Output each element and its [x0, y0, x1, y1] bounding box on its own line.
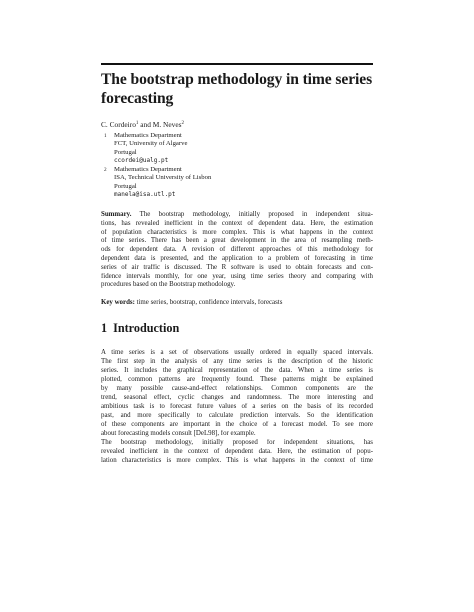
summary-line: of population characteristics is more complex. This is what happens in the context: [101, 228, 373, 236]
summary-line: dependent data is presented, and the application to a problem of forecasting in time: [101, 254, 373, 262]
section-heading: [101, 321, 179, 335]
affiliation-2-institution: ISA, Technical University of Lisbon: [114, 174, 212, 182]
keywords-label: Key words:: [101, 299, 135, 306]
summary-line: series of air traffic is discussed. The R software is used to obtain forecasts and con-: [101, 263, 373, 271]
summary-line: ods for dependent data. A revision of different approaches of this methodology for: [101, 246, 373, 254]
paper-title: [101, 70, 373, 108]
title-line-2: forecasting: [101, 90, 174, 107]
affiliation-2-email[interactable]: manela@isa.utl.pt: [114, 191, 176, 199]
author-1: C. Cordeiro: [101, 120, 136, 129]
summary-line: of time series. There has been a great development in the area of resampling meth-: [101, 237, 373, 245]
keywords-text: time series, bootstrap, confidence intervals, forecasts: [134, 299, 283, 306]
affiliation-2-number: 2: [104, 167, 107, 173]
affiliation-1-number: 1: [104, 133, 107, 139]
author-2-affil-mark: 2: [181, 121, 185, 126]
summary-line: Summary. The bootstrap methodology, initially proposed in independent situa-: [101, 211, 373, 218]
author-list: [101, 119, 184, 129]
body-line: of these components are important in the choice of a forecast model. To see more: [101, 421, 373, 428]
summary-label: Summary.: [101, 211, 132, 218]
section-title: Introduction: [113, 321, 180, 335]
title-line-1: The bootstrap methodology in time series: [101, 71, 373, 88]
body-line: about forecasting models consult [DeL98], for example.: [101, 430, 256, 437]
title-rule: [101, 63, 373, 65]
affiliation-2-dept: Mathematics Department: [114, 166, 182, 173]
author-2: and M. Neves: [138, 120, 182, 129]
body-line: plotted, common patterns are frequently found. These patterns might be explained: [101, 376, 373, 383]
affiliation-1-institution: FCT, University of Algarve: [114, 140, 188, 148]
affiliation-1-email[interactable]: ccordei@ualg.pt: [114, 157, 169, 165]
body-line: The bootstrap methodology, initially proposed for independent situations, has: [101, 439, 373, 446]
body-line: by many possible cause-and-effect relationships. Common components are the: [101, 385, 373, 392]
body-line: past, and more specifically to calculate prediction intervals. So the identification: [101, 412, 373, 419]
keywords: [101, 299, 373, 308]
body-line: A time series is a set of observations usually ordered in equally spaced intervals.: [101, 349, 373, 356]
body-line: trend, seasonal effect, cyclic changes and randomness. The more interesting and: [101, 394, 373, 401]
affiliation-1-dept: Mathematics Department: [114, 132, 182, 139]
body-line: lation characteristics is more complex. This is what happens in the context of time: [101, 457, 373, 464]
summary-abstract: [101, 211, 373, 290]
affiliation-2-country: Portugal: [114, 182, 137, 190]
summary-line: fidence intervals monthly, for one year, using time series theory and comparing with: [101, 272, 373, 280]
body-line: revealed inefficient in the context of dependent data. Here, the estimation of popu-: [101, 448, 373, 455]
body-line: series. It includes the graphical representation of the data. When a time series is: [101, 367, 373, 374]
affiliation-1-country: Portugal: [114, 148, 137, 156]
summary-line: procedures based on the Bootstrap methodology.: [101, 281, 236, 289]
body-line: The first step in the analysis of any time series is the description of the historic: [101, 358, 373, 365]
author-1-affil-mark: 1: [135, 121, 139, 126]
body-line: ambitious task is to forecast future values of a series on the basis of its recorded: [101, 403, 373, 410]
section-number: 1: [101, 321, 108, 335]
summary-line: tions, has revealed inefficient in the context of dependent data. Here, the estimation: [101, 219, 373, 227]
